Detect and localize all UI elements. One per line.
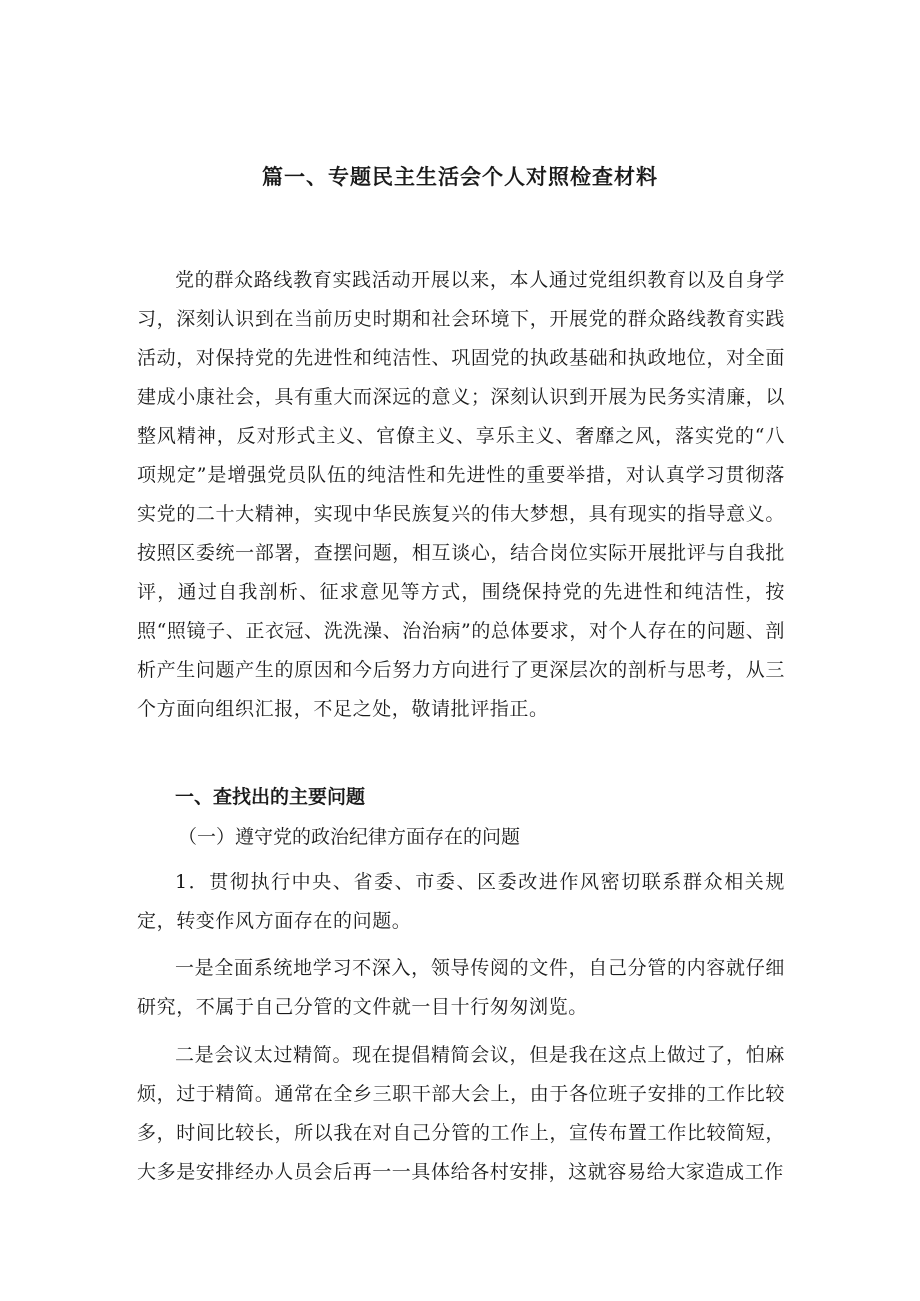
intro-paragraph: 党的群众路线教育实践活动开展以来，本人通过党组织教育以及自身学习，深刻认识到在当前历史时期和社会环境下，开展党的群众路线教育实践活动，对保持党的先进性和纯洁性、巩固党的执政基础和执政地位，对全面建成小康社会，具有重大而深远的意义；深刻认识到开展为民务实清廉，以整风精神，反对形式主义、官僚主义、享乐主义、奢靡之风，落实党的“八项规定”是增强党员队伍的纯洁性和先进性的重要举措，对认真学习贯彻落实党的二十大精神，实现中华民族复兴的伟大梦想，具有现实的指导意义。按照区委统一部署，查摆问题，相互谈心，结合岗位实际开展批评与自我批评，通过自我剖析、征求意见等方式，围绕保持党的先进性和纯洁性，按照“照镜子、正衣冠、洗洗澡、治治病”的总体要求，对个人存在的问题、剖析产生问题产生的原因和今后努力方向进行了更深层次的剖析与思考，从三个方面向组织汇报，不足之处，敬请批评指正。 <box>137 269 785 720</box>
section-heading-main-problems: 一、查找出的主要问题 <box>175 786 366 808</box>
numbered-item-1: 1．贯彻执行中央、省委、市委、区委改进作风密切联系群众相关规定，转变作风方面存在的问题。 <box>137 871 785 932</box>
point-paragraph-1: 一是全面系统地学习不深入，领导传阅的文件，自己分管的内容就仔细研究，不属于自己分管的文件就一目十行匆匆浏览。 <box>137 957 785 1018</box>
document-title: 篇一、专题民主生活会个人对照检查材料 <box>262 165 658 189</box>
subsection-heading-political-discipline: （一）遵守党的政治纪律方面存在的问题 <box>178 826 521 848</box>
point-paragraph-2: 二是会议太过精简。现在提倡精简会议，但是我在这点上做过了，怕麻烦，过于精简。通常在全乡三职干部大会上，由于各位班子安排的工作比较多，时间比较长，所以我在对自己分管的工作上，宣传布置工作比较简短，大多是安排经办人员会后再一一具体给各村安排，这就容易给大家造成工作 <box>137 1044 785 1183</box>
